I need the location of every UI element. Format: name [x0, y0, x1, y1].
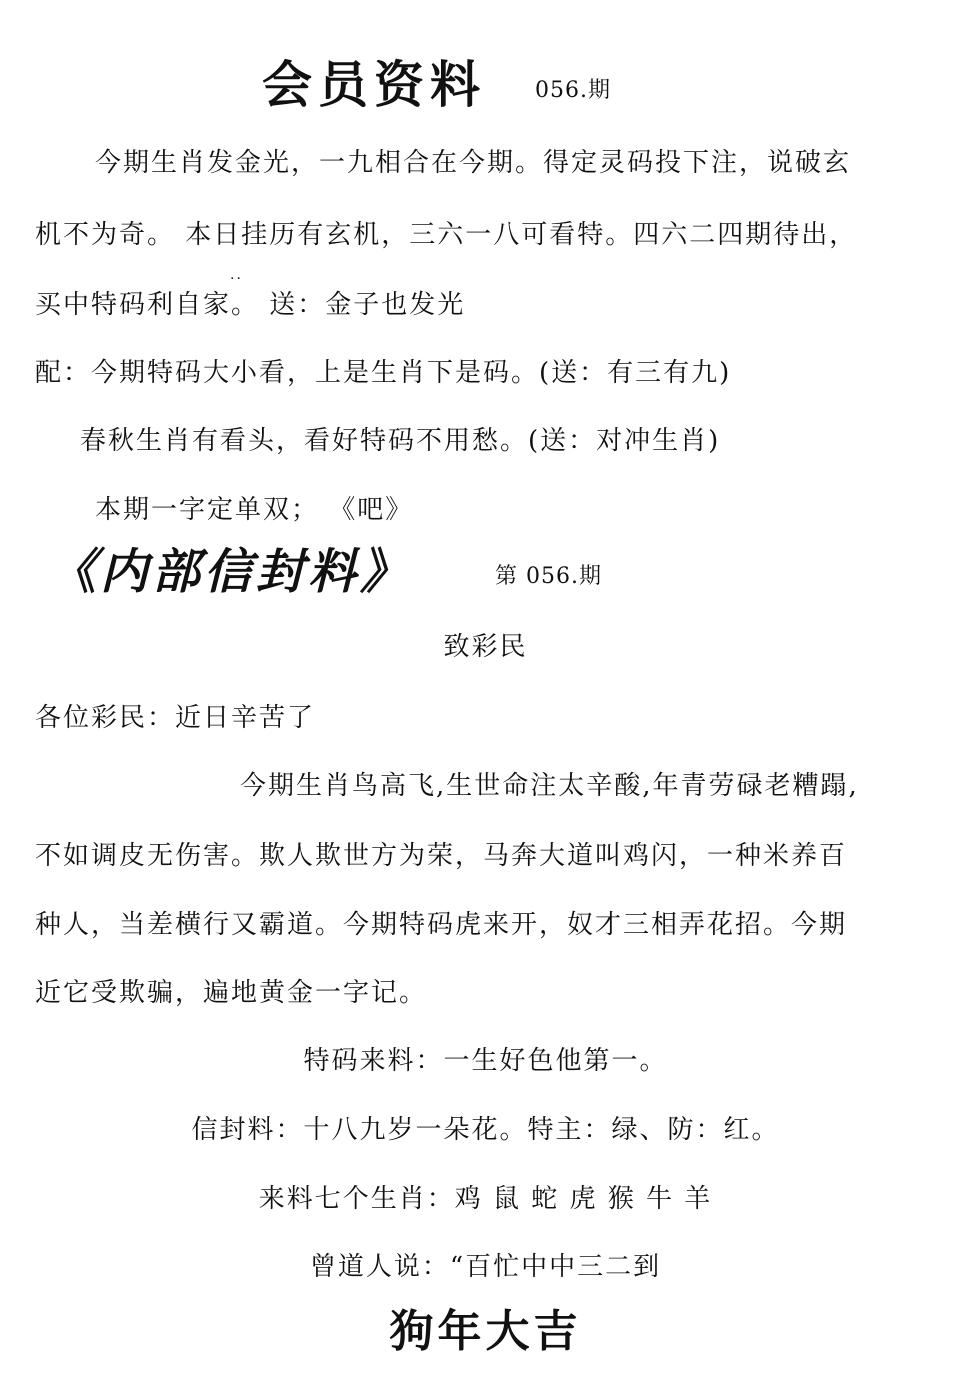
- footer-blessing: 狗年大吉: [389, 1306, 582, 1357]
- member-title: 会员资料: [262, 55, 486, 114]
- member-issue: 056.期: [535, 78, 611, 103]
- special-code-line: 特码来料：一生好色他第一。: [303, 1046, 668, 1076]
- internal-issue: 第 056.期: [495, 564, 602, 589]
- member-line-1: 今期生肖发金光，一九相合在今期。得定灵码投下注，说破玄: [95, 148, 852, 178]
- zodiac-line: 来料七个生肖：鸡 鼠 蛇 虎 猴 牛 羊: [258, 1184, 713, 1214]
- internal-paragraph-3: 种人，当差横行又霸道。今期特码虎来开，奴才三相弄花招。今期: [35, 910, 848, 940]
- member-line-3: 买中特码利自家。 送：金子也发光: [35, 290, 466, 320]
- member-line-6: 本期一字定单双； 《吧》: [95, 495, 414, 525]
- internal-paragraph-1: 今期生肖鸟高飞,生世命注太辛酸,年青劳碌老糟蹋,: [240, 771, 859, 801]
- member-line-5: 春秋生肖有看头，看好特码不用愁。(送：对冲生肖): [80, 426, 721, 456]
- internal-paragraph-4: 近它受欺骗，遍地黄金一字记。: [35, 978, 428, 1008]
- internal-paragraph-2: 不如调皮无伤害。欺人欺世方为荣，马奔大道叫鸡闪，一种米养百: [35, 841, 848, 871]
- member-line-2: 机不为奇。 本日挂历有玄机，三六一八可看特。四六二四期待出，: [35, 220, 858, 250]
- member-dots: ..: [230, 267, 243, 283]
- internal-greeting: 各位彩民：近日辛苦了: [35, 703, 316, 733]
- envelope-line: 信封料：十八九岁一朵花。特主：绿、防：红。: [191, 1115, 780, 1145]
- internal-title: 《内部信封料》: [48, 544, 413, 600]
- internal-subtitle: 致彩民: [443, 632, 528, 662]
- member-line-4: 配：今期特码大小看，上是生肖下是码。(送：有三有九): [35, 358, 732, 388]
- quote-line: 曾道人说：“百忙中中三二到: [309, 1252, 662, 1282]
